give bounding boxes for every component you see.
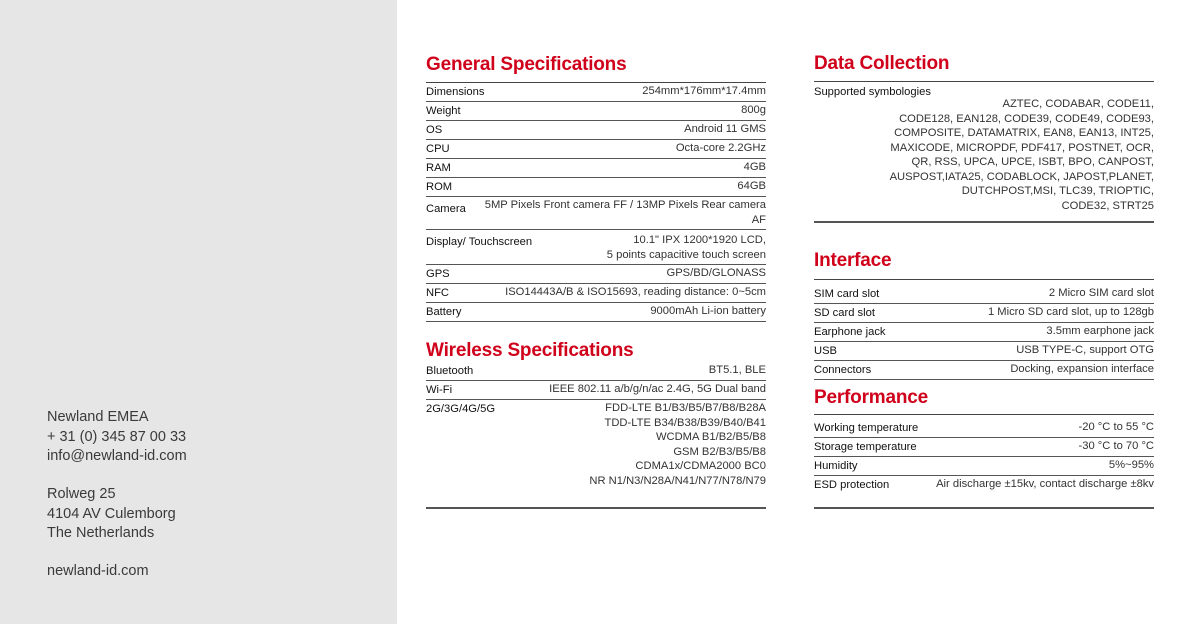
- spec-label: Working temperature: [814, 422, 919, 434]
- spec-value-line: Air discharge ±15kv, contact discharge ±8kv: [936, 478, 1154, 490]
- spec-value-line: GPS/BD/GLONASS: [666, 267, 766, 279]
- data-collection-bottom-rule: [814, 221, 1154, 223]
- performance-title: Performance: [814, 387, 928, 408]
- spec-label: SIM card slot: [814, 288, 880, 300]
- spec-row-battery: [426, 303, 766, 322]
- spec-label: ROM: [426, 181, 453, 193]
- spec-value-line: WCDMA B1/B2/B5/B8: [655, 431, 766, 443]
- interface-top-rule: [814, 279, 1154, 280]
- spec-value: [505, 285, 766, 300]
- symbologies-row: [814, 85, 1154, 215]
- spec-row-sd-card-slot: [814, 304, 1154, 323]
- spec-row-working-temperature: [814, 419, 1154, 438]
- spec-label: Bluetooth: [426, 365, 474, 377]
- spec-row-bluetooth: [426, 362, 766, 381]
- contact-block: [47, 408, 187, 467]
- spec-value: [1079, 420, 1154, 435]
- spec-value: [667, 266, 766, 281]
- spec-row-dimensions: [426, 83, 766, 102]
- spec-value-line: ISO14443A/B & ISO15693, reading distance: 0~5cm: [505, 286, 766, 298]
- spec-label: Battery: [426, 306, 462, 318]
- spec-value-line: -30 °C to 70 °C: [1078, 440, 1154, 452]
- spec-label: Connectors: [814, 364, 872, 376]
- spec-value-line: CDMA1x/CDMA2000 BC0: [635, 460, 766, 472]
- spec-value-line: USB TYPE-C, support OTG: [1016, 344, 1154, 356]
- spec-label: 2G/3G/4G/5G: [426, 403, 496, 415]
- spec-row-humidity: [814, 457, 1154, 476]
- symbologies-label: Supported symbologies: [814, 86, 931, 98]
- spec-value: [936, 477, 1154, 492]
- spec-value: [650, 304, 766, 319]
- spec-row-sim-card-slot: [814, 285, 1154, 304]
- spec-value: [1016, 343, 1154, 358]
- spec-value-line: IEEE 802.11 a/b/g/n/ac 2.4G, 5G Dual band: [549, 383, 766, 395]
- symbology-line: QR, RSS, UPCA, UPCE, ISBT, BPO, CANPOST,: [911, 156, 1154, 168]
- spec-label: ESD protection: [814, 479, 890, 491]
- spec-row-connectors: [814, 361, 1154, 380]
- spec-row-os: [426, 121, 766, 140]
- website-url: newland-id.com: [47, 563, 149, 579]
- spec-label: Humidity: [814, 460, 858, 472]
- spec-value-line: 3.5mm earphone jack: [1046, 325, 1154, 337]
- spec-value-line: Docking, expansion interface: [1010, 363, 1154, 375]
- symbology-line: CODE128, EAN128, CODE39, CODE49, CODE93,: [899, 112, 1154, 125]
- spec-row-gps: [426, 265, 766, 284]
- spec-row-camera: [426, 197, 766, 230]
- performance-bottom-rule: [814, 507, 1154, 509]
- wireless-bottom-rule: [426, 507, 766, 509]
- symbology-line: AUSPOST,IATA25, CODABLOCK, JAPOST,PLANET,: [889, 170, 1154, 183]
- spec-value-line: TDD-LTE B34/B38/B39/B40/B41: [604, 416, 766, 429]
- spec-value-line: 5 points capacitive touch screen: [606, 248, 766, 261]
- spec-label: Earphone jack: [814, 326, 886, 338]
- spec-label: Display/ Touchscreen: [426, 236, 533, 248]
- spec-value-line: BT5.1, BLE: [708, 364, 766, 376]
- spec-value: [1109, 458, 1154, 473]
- symbology-line: DUTCHPOST,MSI, TLC39, TRIOPTIC,: [961, 185, 1154, 197]
- spec-value-line: -20 °C to 55 °C: [1078, 421, 1154, 433]
- spec-value: [1079, 439, 1154, 454]
- spec-label: SD card slot: [814, 307, 875, 319]
- spec-label: Dimensions: [426, 86, 485, 98]
- spec-row-earphone-jack: [814, 323, 1154, 342]
- symbology-line: CODE32, STRT25: [1061, 199, 1154, 212]
- spec-value: [676, 141, 766, 156]
- spec-label: Storage temperature: [814, 441, 917, 453]
- spec-value-line: Octa-core 2.2GHz: [675, 142, 766, 154]
- spec-label: NFC: [426, 287, 449, 299]
- spec-value-line: NR N1/N3/N28A/N41/N77/N78/N79: [589, 474, 766, 487]
- spec-row-display-touchscreen: [426, 230, 766, 265]
- general-specifications-title: General Specifications: [426, 54, 627, 75]
- symbologies-value: [890, 97, 1154, 213]
- spec-value: [684, 122, 766, 137]
- spec-value-line: 10.1" IPX 1200*1920 LCD,: [633, 234, 766, 246]
- spec-value-line: Android 11 GMS: [684, 123, 766, 135]
- spec-value-line: GSM B2/B3/B5/B8: [673, 445, 766, 458]
- spec-value-line: 9000mAh Li-ion battery: [650, 305, 766, 317]
- spec-value: [1010, 362, 1154, 377]
- spec-value: [988, 305, 1154, 320]
- spec-value: [741, 103, 766, 118]
- spec-value-line: 254mm*176mm*17.4mm: [642, 85, 766, 97]
- spec-row-nfc: [426, 284, 766, 303]
- spec-value-line: 800g: [741, 104, 766, 116]
- spec-value: [709, 363, 766, 378]
- spec-row-wi-fi: [426, 381, 766, 400]
- email-address: info@newland-id.com: [47, 448, 187, 464]
- symbology-line: COMPOSITE, DATAMATRIX, EAN8, EAN13, INT25,: [894, 127, 1154, 139]
- spec-value: [589, 401, 766, 488]
- spec-value: [1046, 324, 1154, 339]
- spec-label: Wi-Fi: [426, 384, 453, 396]
- website-block: [47, 562, 149, 582]
- spec-value: [744, 160, 766, 175]
- spec-value-line: 2 Micro SIM card slot: [1048, 287, 1154, 299]
- spec-value-line: 64GB: [737, 180, 766, 192]
- company-name: Newland EMEA: [47, 409, 149, 425]
- spec-label: USB: [814, 345, 838, 357]
- spec-value-line: AF: [751, 213, 766, 226]
- spec-value-line: 5%~95%: [1108, 459, 1154, 471]
- spec-row-esd-protection: [814, 476, 1154, 495]
- spec-label: Camera: [426, 203, 466, 215]
- data-collection-top-rule: [814, 81, 1154, 82]
- spec-label: OS: [426, 124, 443, 136]
- address-block: [47, 485, 176, 544]
- data-collection-title: Data Collection: [814, 53, 950, 74]
- address-street: Rolweg 25: [47, 486, 116, 502]
- spec-value-line: 4GB: [743, 161, 766, 173]
- symbology-line: MAXICODE, MICROPDF, PDF417, POSTNET, OCR,: [890, 141, 1154, 154]
- spec-row-storage-temperature: [814, 438, 1154, 457]
- spec-value: [607, 233, 766, 262]
- performance-top-rule: [814, 414, 1154, 415]
- spec-label: Weight: [426, 105, 461, 117]
- spec-value-line: 5MP Pixels Front camera FF / 13MP Pixels Rear camera: [484, 199, 766, 211]
- spec-value: [485, 198, 766, 227]
- spec-row-weight: [426, 102, 766, 121]
- spec-value: [549, 382, 766, 397]
- spec-label: RAM: [426, 162, 451, 174]
- interface-title: Interface: [814, 250, 892, 271]
- spec-row-cpu: [426, 140, 766, 159]
- spec-value-line: 1 Micro SD card slot, up to 128gb: [987, 306, 1154, 318]
- spec-row-usb: [814, 342, 1154, 361]
- spec-label: CPU: [426, 143, 450, 155]
- spec-row-2g-3g-4g-5g: [426, 400, 766, 490]
- phone-number: + 31 (0) 345 87 00 33: [47, 428, 187, 445]
- symbology-line: AZTEC, CODABAR, CODE11,: [1002, 98, 1154, 110]
- spec-value: [737, 179, 766, 194]
- spec-row-ram: [426, 159, 766, 178]
- spec-value-line: FDD-LTE B1/B3/B5/B7/B8/B28A: [605, 402, 766, 414]
- spec-label: GPS: [426, 268, 450, 280]
- address-country: The Netherlands: [47, 525, 155, 541]
- spec-value: [1049, 286, 1154, 301]
- spec-value: [642, 84, 766, 99]
- spec-row-rom: [426, 178, 766, 197]
- address-city: 4104 AV Culemborg: [47, 505, 176, 522]
- sidebar: [0, 0, 397, 624]
- wireless-specifications-title: Wireless Specifications: [426, 340, 634, 361]
